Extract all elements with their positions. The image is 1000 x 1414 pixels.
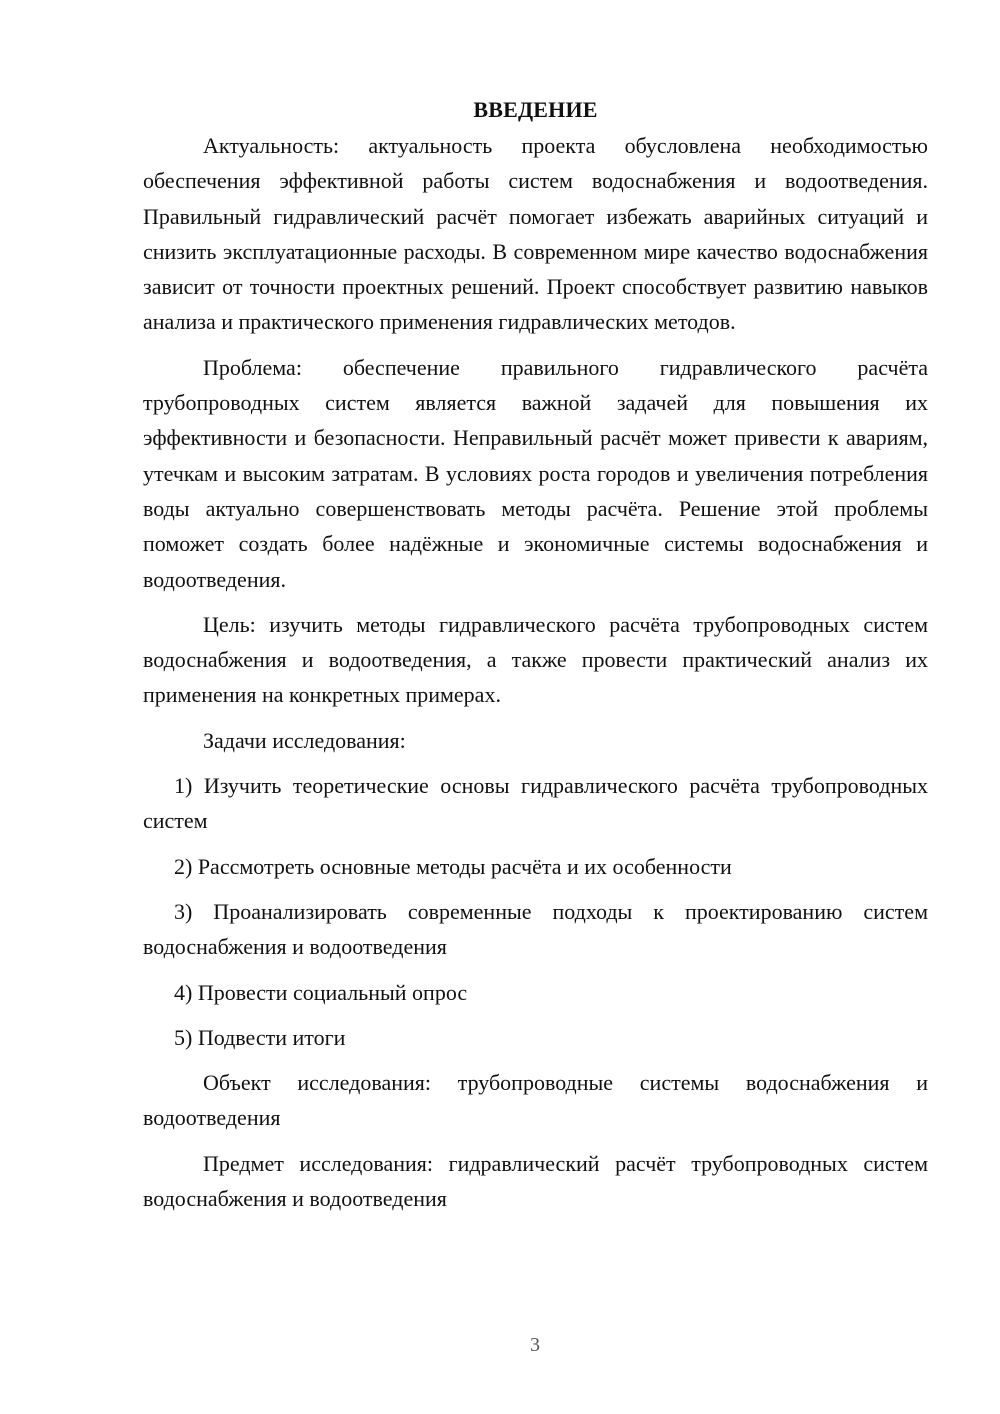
task-item-4: 4) Провести социальный опрос (174, 979, 468, 1005)
relevance-paragraph: Актуальность: актуальность проекта обусловлена необходимостью обеспечения эффективной работы систем водоснабжения и водоотведения. Правильный гидравлический расчёт помогает избежать аварийных ситуаций и снизить эксплуатационные расходы. В современном мире качество водоснабжения зависит от точности проектных решений. Проект способствует развитию навыков анализа и практического применения гидравлических методов. (143, 133, 928, 335)
section-title: ВВЕДЕНИЕ (473, 97, 598, 122)
task-item-5: 5) Подвести итоги (174, 1024, 346, 1050)
task-item-3: 3) Проанализировать современные подходы к проектированию систем водоснабжения и водоотведения (143, 898, 928, 960)
page-content (143, 92, 928, 1226)
goal-paragraph: Цель: изучить методы гидравлического расчёта трубопроводных систем водоснабжения и водоотведения, а также провести практический анализ их применения на конкретных примерах. (143, 611, 928, 708)
object-paragraph: Объект исследования: трубопроводные системы водоснабжения и водоотведения (143, 1070, 928, 1131)
task-item-1: 1) Изучить теоретические основы гидравлического расчёта трубопроводных систем (143, 773, 928, 834)
tasks-heading: Задачи исследования: (203, 727, 406, 753)
subject-paragraph: Предмет исследования: гидравлический расчёт трубопроводных систем водоснабжения и водоотведения (143, 1150, 928, 1212)
page-number: 3 (530, 1334, 540, 1356)
problem-paragraph: Проблема: обеспечение правильного гидравлического расчёта трубопроводных систем является важной задачей для повышения их эффективности и безопасности. Неправильный расчёт может привести к авариям, утечкам и высоким затратам. В условиях роста городов и увеличения потребления воды актуально совершенствовать методы расчёта. Решение этой проблемы поможет создать более надёжные и экономичные системы водоснабжения и водоотведения. (143, 354, 928, 592)
task-item-2: 2) Рассмотреть основные методы расчёта и их особенности (174, 853, 732, 879)
